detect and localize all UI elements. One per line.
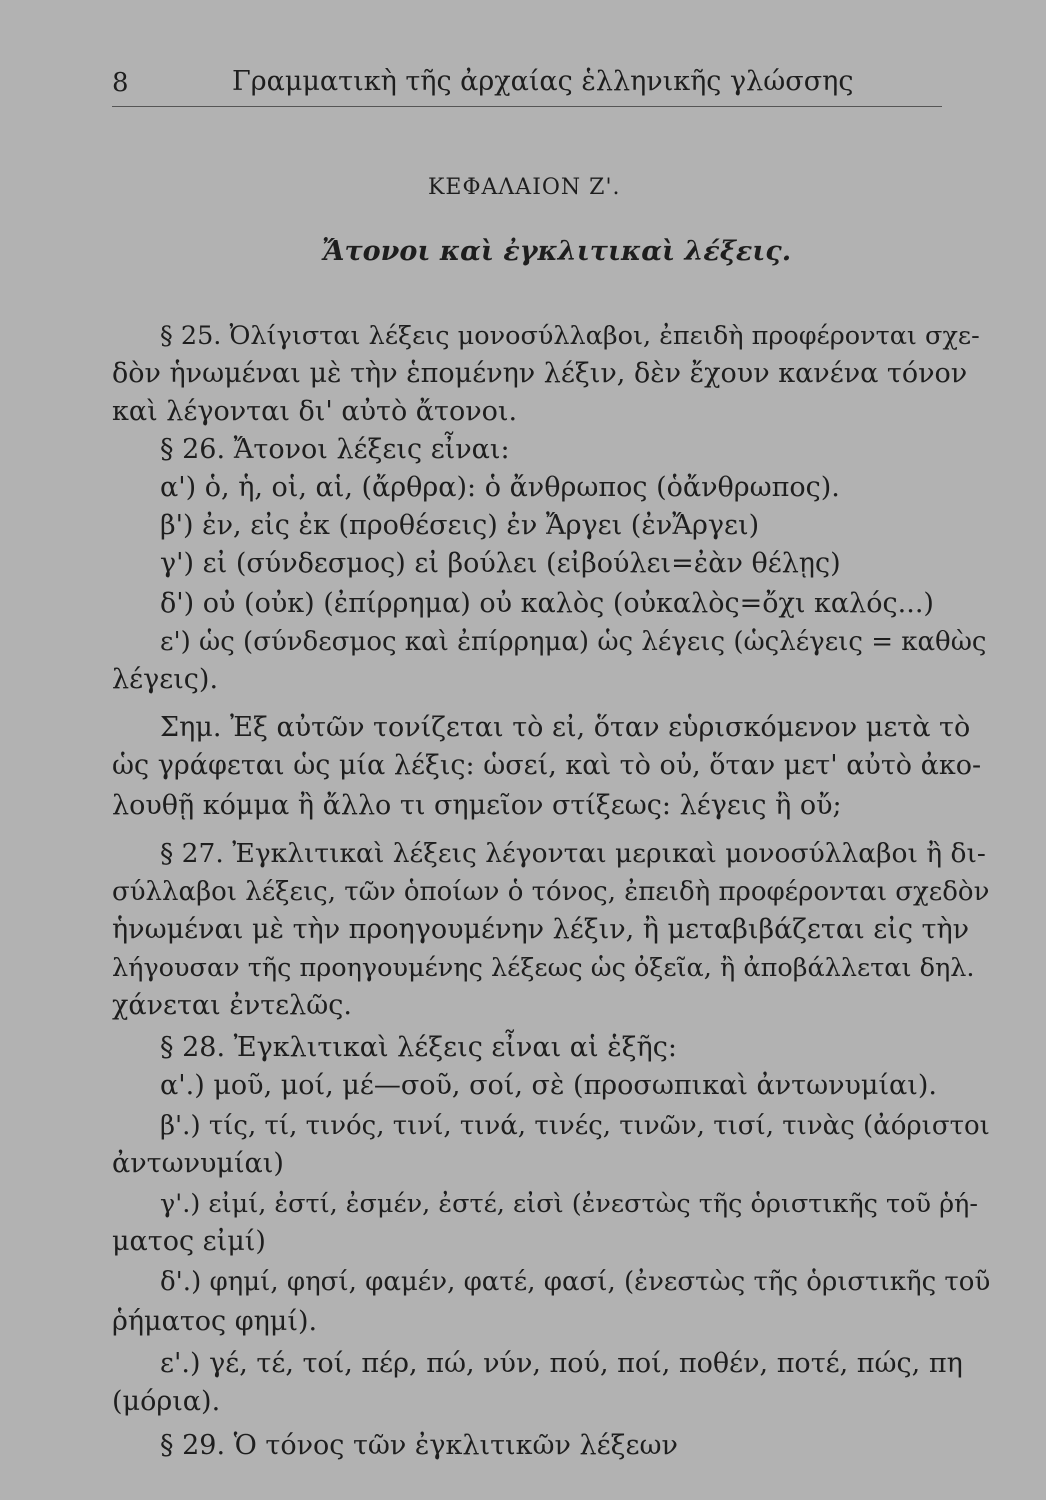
- text-line: γ') εἰ (σύνδεσμος) εἰ βούλει (εἰβούλει=ἐὰν θέλῃς): [160, 548, 841, 579]
- text-line: β') ἐν, εἰς ἐκ (προθέσεις) ἐν Ἄργει (ἐνἌργει): [160, 510, 760, 541]
- text-line: ῥήματος φημί).: [112, 1306, 318, 1337]
- note-line: ὡς γράφεται ὡς μία λέξις: ὡσεί, καὶ τὸ οὐ, ὅταν μετ' αὐτὸ ἀκο-: [112, 750, 982, 781]
- running-title: Γραμματικὴ τῆς ἀρχαίας ἑλληνικῆς γλώσσης: [232, 66, 854, 97]
- text-line: δ'.) φημί, φησί, φαμέν, φατέ, φασί, (ἐνεστὼς τῆς ὁριστικῆς τοῦ: [160, 1267, 991, 1297]
- text-line: ἡνωμέναι μὲ τὴν προηγουμένην λέξιν, ἢ μεταβιβάζεται εἰς τὴν: [112, 914, 970, 945]
- note-line: λουθῇ κόμμα ἢ ἄλλο τι σημεῖον στίξεως: λέγεις ἢ οὔ;: [112, 790, 842, 821]
- chapter-heading: ΚΕΦΑΛΑΙΟΝ Ζ'.: [428, 175, 621, 200]
- note-line: Σημ. Ἐξ αὐτῶν τονίζεται τὸ εἰ, ὅταν εὑρισκόμενον μετὰ τὸ: [160, 712, 971, 743]
- text-line: § 25. Ὀλίγισται λέξεις μονοσύλλαβοι, ἐπειδὴ προφέρονται σχε-: [160, 321, 980, 351]
- text-line: β'.) τίς, τί, τινός, τινί, τινά, τινές, τινῶν, τισί, τινὰς (ἀόριστοι: [160, 1111, 990, 1141]
- text-line: ε'.) γέ, τέ, τοί, πέρ, πώ, νύν, πού, ποί, ποθέν, ποτέ, πώς, πη: [160, 1348, 963, 1379]
- text-line: σύλλαβοι λέξεις, τῶν ὁποίων ὁ τόνος, ἐπειδὴ προφέρονται σχεδὸν: [112, 877, 990, 907]
- text-line: λέγεις).: [112, 664, 219, 695]
- text-line: χάνεται ἐντελῶς.: [112, 990, 352, 1021]
- text-line: λήγουσαν τῆς προηγουμένης λέξεως ὡς ὀξεῖα, ἢ ἀποβάλλεται δηλ.: [112, 953, 975, 983]
- text-line: γ'.) εἰμί, ἐστί, ἐσμέν, ἐστέ, εἰσὶ (ἐνεστὼς τῆς ὁριστικῆς τοῦ ῥή-: [160, 1189, 978, 1219]
- text-line: § 26. Ἄτονοι λέξεις εἶναι:: [160, 434, 510, 465]
- header-rule: [112, 106, 942, 107]
- text-line: ἀντωνυμίαι): [112, 1148, 284, 1179]
- text-line: (μόρια).: [112, 1386, 221, 1417]
- text-line: § 27. Ἐγκλιτικαὶ λέξεις λέγονται μερικαὶ μονοσύλλαβοι ἢ δι-: [160, 838, 986, 869]
- text-line: α') ὁ, ἡ, οἱ, αἱ, (ἄρθρα): ὁ ἄνθρωπος (ὁἄνθρωπος).: [160, 472, 840, 503]
- text-line: § 28. Ἐγκλιτικαὶ λέξεις εἶναι αἱ ἑξῆς:: [160, 1032, 677, 1063]
- text-line: καὶ λέγονται δι' αὐτὸ ἄτονοι.: [112, 396, 518, 427]
- text-line: ε') ὡς (σύνδεσμος καὶ ἐπίρρημα) ὡς λέγεις (ὡςλέγεις = καθὼς: [160, 627, 987, 657]
- text-line: δὸν ἡνωμέναι μὲ τὴν ἑπομένην λέξιν, δὲν ἔχουν κανένα τόνον: [112, 358, 968, 389]
- page-number: 8: [112, 68, 129, 98]
- text-line: δ') οὐ (οὐκ) (ἐπίρρημα) οὐ καλὸς (οὐκαλὸς=ὄχι καλός...): [160, 588, 934, 619]
- text-line: ματος εἰμί): [112, 1226, 266, 1257]
- chapter-title: Ἄτονοι καὶ ἐγκλιτικαὶ λέξεις.: [322, 236, 792, 267]
- text-line: § 29. Ὁ τόνος τῶν ἐγκλιτικῶν λέξεων: [160, 1430, 678, 1461]
- text-line: α'.) μοῦ, μοί, μέ—σοῦ, σοί, σὲ (προσωπικαὶ ἀντωνυμίαι).: [160, 1070, 937, 1101]
